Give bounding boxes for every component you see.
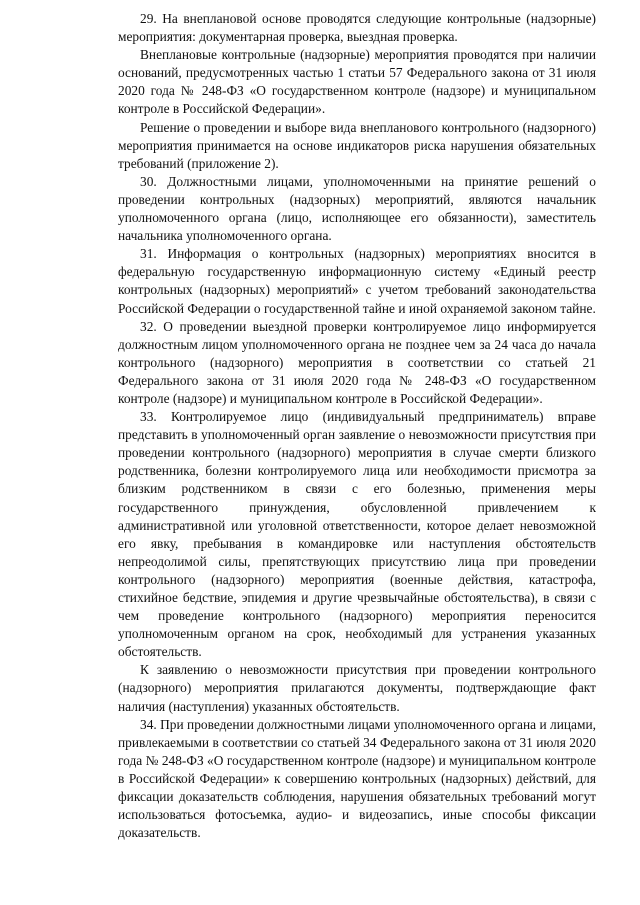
- paragraph-29: 29. На внеплановой основе проводятся следующие контрольные (надзорные) мероприятия: документарная проверка, выездная проверка.: [118, 11, 596, 45]
- paragraph-32: 32. О проведении выездной проверки контролируемое лицо информируется должностным лицом уполномоченного органа не позднее чем за 24 часа до начала контрольного (надзорного) мероприятия в соответствии со статьей 21 Федерального закона от 31 июля 2020 года № 248-ФЗ «О государственном контроле (надзоре) и муниципальном контроле в Российской Федерации».: [118, 318, 596, 406]
- paragraph-unplanned-grounds: Внеплановые контрольные (надзорные) мероприятия проводятся при наличии оснований, предусмотренных частью 1 статьи 57 Федерального закона от 31 июля 2020 года № 248-ФЗ «О государственном контроле (надзоре) и муниципальном контроле в Российской Федерации».: [118, 47, 596, 117]
- document-page: [118, 10, 596, 842]
- paragraph-34: 34. При проведении должностными лицами уполномоченного органа и лицами, привлекаемыми в соответствии со статьей 34 Федерального закона от 31 июля 2020 года № 248-ФЗ «О государственном контроле (надзоре) и муниципальном контроле в Российской Федерации» к совершению контрольных (надзорных) действий, для фиксации доказательств соблюдения, нарушения обязательных требований могут использоваться фотосъемка, аудио- и видеозапись, иные способы фиксации доказательств.: [118, 716, 597, 841]
- paragraph-application-documents: К заявлению о невозможности присутствия при проведении контрольного (надзорного) мероприятия прилагаются документы, подтверждающие факт наличия (наступления) указанных обстоятельств.: [118, 662, 596, 714]
- paragraph-decision-indicators: Решение о проведении и выборе вида внепланового контрольного (надзорного) мероприятия принимается на основе индикаторов риска нарушения обязательных требований (приложение 2).: [118, 119, 596, 171]
- paragraph-30: 30. Должностными лицами, уполномоченными на принятие решений о проведении контрольных (надзорных) мероприятий, являются начальник уполномоченного органа (лицо, исполняющее его обязанности), заместитель начальника уполномоченного органа.: [118, 173, 596, 244]
- paragraph-31: 31. Информация о контрольных (надзорных) мероприятиях вносится в федеральную государственную информационную систему «Единый реестр контрольных (надзорных) мероприятий» с учетом требований законодательства Российской Федерации о государственной тайне и иной охраняемой законом тайне.: [118, 246, 596, 316]
- paragraph-33: 33. Контролируемое лицо (индивидуальный предприниматель) вправе представить в уполномоченный орган заявление о невозможности присутствия при проведении контрольного (надзорного) мероприятия в случае смерти близкого родственника, болезни контролируемого лица или необходимости присмотра за близким родственником в связи с его болезнью, применения меры государственного принуждения, обусловленной привлечением к административной или уголовной ответственности, которое делает невозможной его явку, пребывания в командировке или наступления обстоятельств непреодолимой силы, препятствующих присутствию лица при проведении контрольного (надзорного) мероприятия (военные действия, катастрофа, стихийное бедствие, эпидемия и другие чрезвычайные обстоятельства), в связи с чем проведение контрольного (надзорного) мероприятия переносится уполномоченным органом на срок, необходимый для устранения указанных обстоятельств.: [118, 409, 596, 660]
